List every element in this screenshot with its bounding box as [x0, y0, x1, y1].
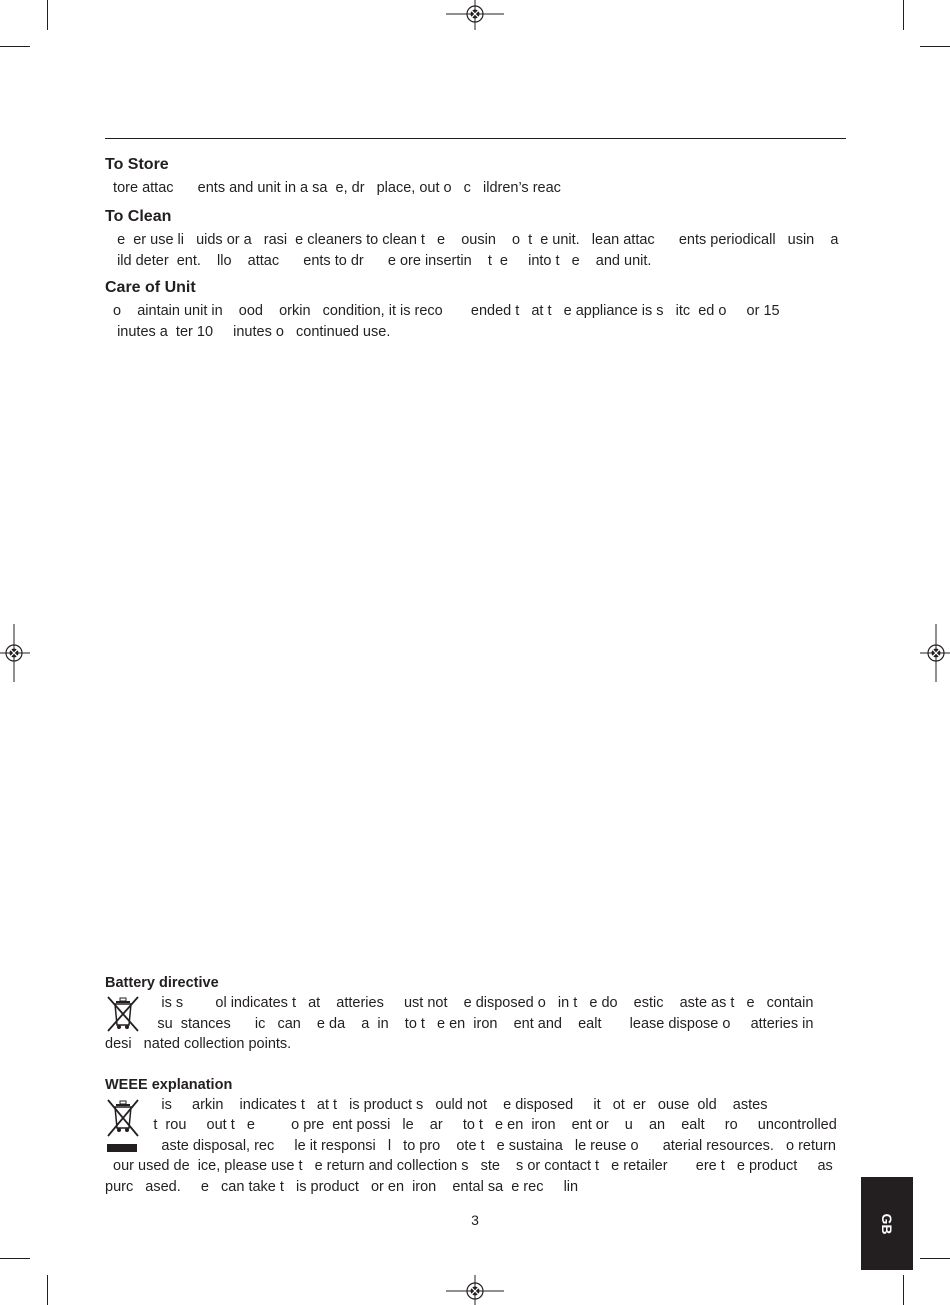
language-tab-label: GB — [879, 1213, 895, 1234]
crop-mark — [920, 1258, 950, 1259]
to-clean-text: ild deter ent. llo attac ents to dr e ore insertin t e into t e and unit. — [105, 253, 652, 269]
crop-mark — [47, 0, 48, 30]
section-heading-to-store: To Store — [105, 156, 169, 173]
registration-mark-icon — [0, 624, 30, 682]
care-of-unit-text: inutes a ter 10 inutes o continued use. — [105, 324, 391, 340]
care-of-unit-text: o aintain unit in ood orkin condition, it is reco ended t at t e appliance is s itc ed o or 15 — [105, 303, 780, 319]
battery-directive-heading: Battery directive — [105, 975, 219, 991]
weee-explanation-text: purc ased. e can take t is product or en iron ental sa e rec lin — [105, 1179, 579, 1195]
crop-mark — [0, 46, 30, 47]
to-store-text: tore attac ents and unit in a sa e, dr place, out o c ildren’s reac — [105, 180, 561, 196]
header-rule — [105, 138, 846, 139]
language-tab — [861, 1177, 913, 1270]
section-heading-care-of-unit: Care of Unit — [105, 279, 196, 296]
crop-mark — [903, 1275, 904, 1305]
weee-explanation-text: aste disposal, rec le it responsi l to pro ote t e sustaina le reuse o aterial resources. o return — [105, 1138, 836, 1154]
to-clean-text: e er use li uids or a rasi e cleaners to clean t e ousin o t e unit. lean attac ents periodicall usin a — [105, 232, 839, 248]
weee-explanation-text: is arkin indicates t at t is product s ould not e disposed it ot er ouse old astes — [105, 1097, 768, 1113]
battery-directive-text: su stances ic can e da a in to t e en iron ent and ealt lease dispose o atteries in — [105, 1016, 814, 1032]
weee-explanation-heading: WEEE explanation — [105, 1077, 233, 1093]
crop-mark — [903, 0, 904, 30]
registration-mark-icon — [446, 0, 504, 30]
crop-mark — [47, 1275, 48, 1305]
crop-mark — [920, 46, 950, 47]
battery-directive-text: is s ol indicates t at atteries ust not e disposed o in t e do estic aste as t e contain — [105, 995, 814, 1011]
battery-directive-text: desi nated collection points. — [105, 1036, 292, 1052]
crop-mark — [0, 1258, 30, 1259]
weee-explanation-text: our used de ice, please use t e return and collection s ste s or contact t e retailer ere t e product as — [105, 1158, 833, 1174]
registration-mark-icon — [446, 1275, 504, 1305]
weee-explanation-text: t rou out t e o pre ent possi le ar to t e en iron ent or u an ealt ro uncontrolled — [105, 1117, 837, 1133]
registration-mark-icon — [920, 624, 950, 682]
section-heading-to-clean: To Clean — [105, 208, 172, 225]
page-number: 3 — [471, 1212, 479, 1228]
